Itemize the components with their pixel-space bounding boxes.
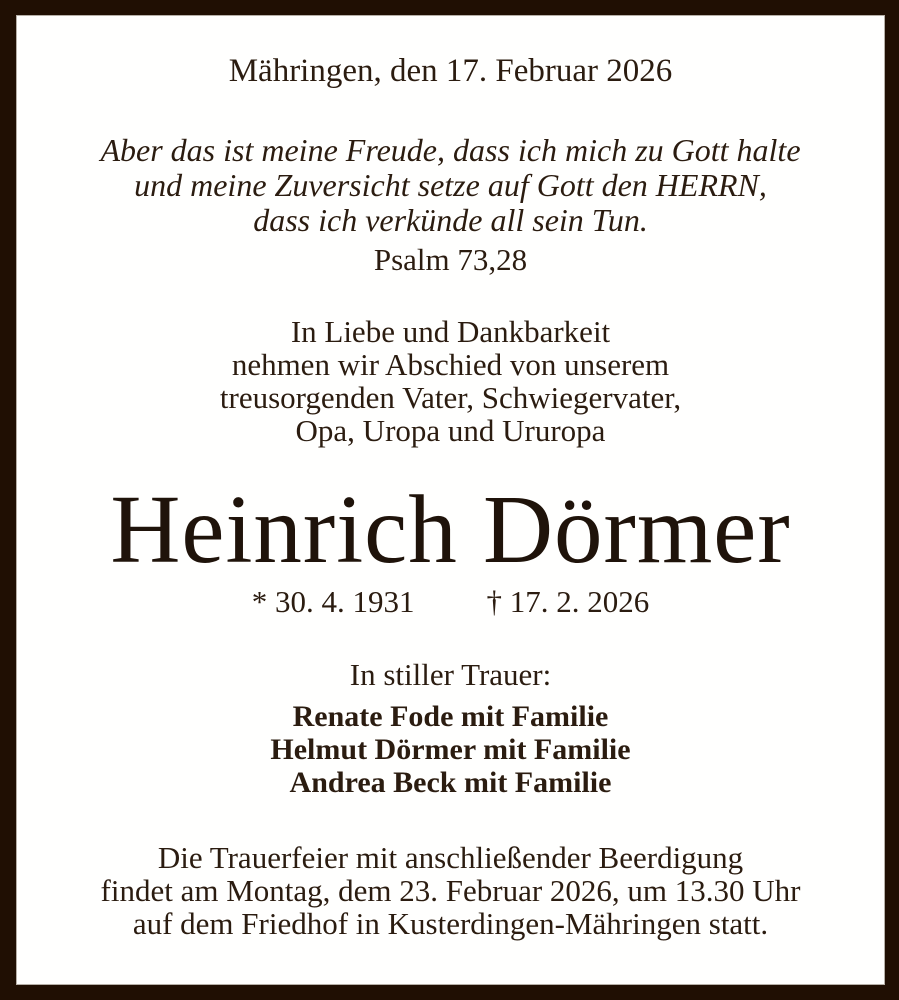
mourner-name: Andrea Beck mit Familie — [289, 766, 612, 799]
funeral-information — [17, 841, 884, 940]
place-and-date-line: Mähringen, den 17. Februar 2026 — [228, 53, 673, 89]
scripture-quote — [17, 133, 884, 238]
intro-line: treusorgenden Vater, Schwiegervater, — [219, 380, 682, 415]
intro-line: Opa, Uropa und Ururopa — [295, 413, 606, 448]
intro-line: nehmen wir Abschied von unserem — [231, 347, 670, 382]
obituary-sheet — [16, 15, 885, 985]
mourning-heading: In stiller Trauer: — [349, 657, 552, 692]
mourner-name: Renate Fode mit Familie — [292, 700, 609, 733]
mourner-name: Helmut Dörmer mit Familie — [270, 733, 631, 766]
life-dates — [17, 586, 884, 617]
quote-line: und meine Zuversicht setze auf Gott den HERRN, — [134, 167, 767, 203]
farewell-intro — [17, 315, 884, 447]
deceased-name: Heinrich Dörmer — [110, 476, 791, 583]
quote-line: Aber das ist meine Freude, dass ich mich zu Gott halte — [100, 132, 801, 168]
mourners-list — [17, 700, 884, 799]
funeral-line: Die Trauerfeier mit anschließender Beerdigung — [157, 840, 744, 875]
quote-line: dass ich verkünde all sein Tun. — [253, 202, 648, 238]
birth-date: * 30. 4. 1931 — [251, 584, 415, 619]
funeral-line: findet am Montag, dem 23. Februar 2026, um 13.30 Uhr — [100, 873, 801, 908]
death-date: † 17. 2. 2026 — [486, 584, 650, 619]
intro-line: In Liebe und Dankbarkeit — [290, 314, 611, 349]
scripture-reference: Psalm 73,28 — [373, 242, 528, 277]
funeral-line: auf dem Friedhof in Kusterdingen-Mähringen statt. — [132, 906, 769, 941]
